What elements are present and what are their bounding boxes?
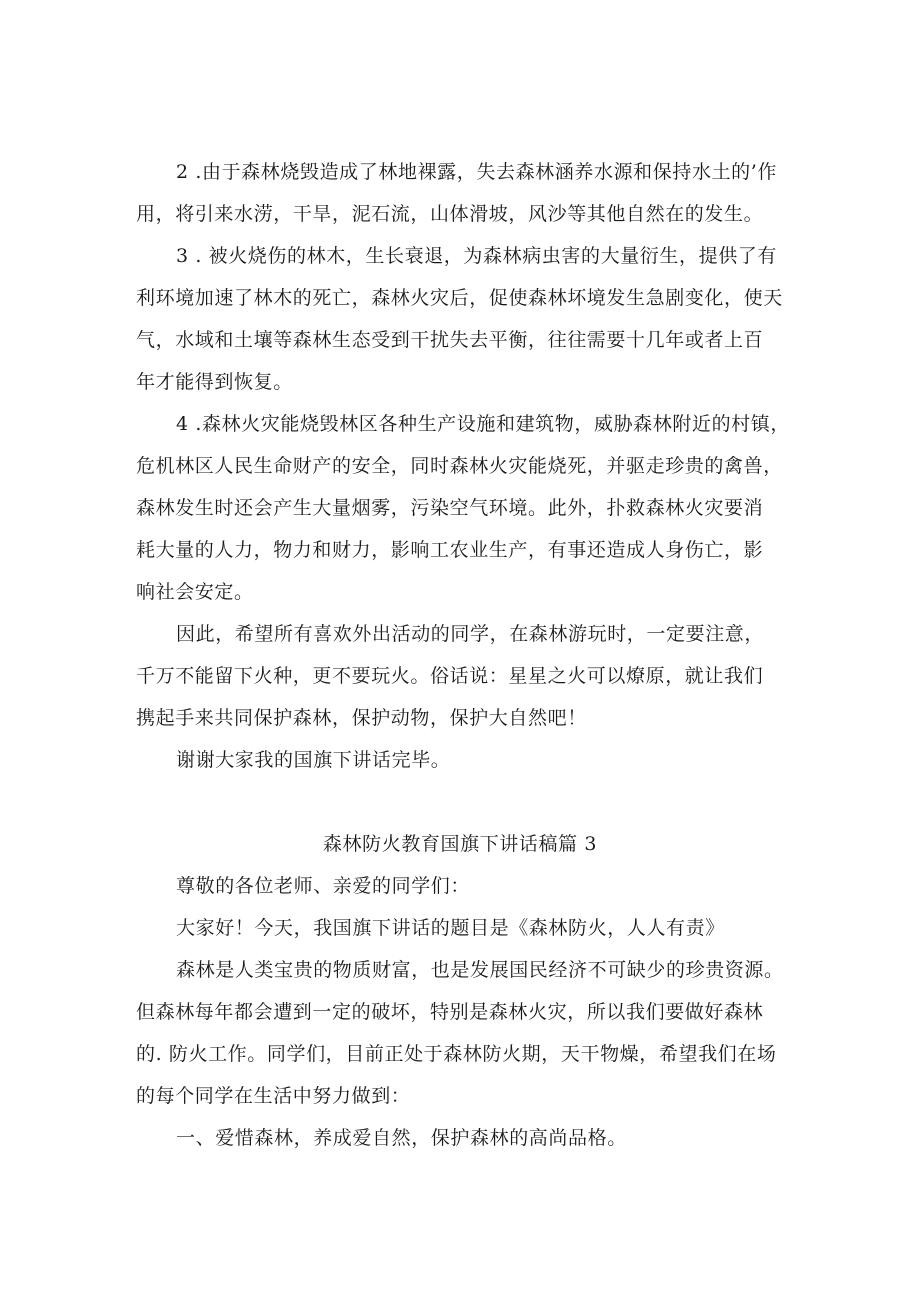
conclusion-line-2: 千万不能留下火种，更不要玩火。俗话说：星星之火可以燎原，就让我们	[136, 665, 764, 687]
conclusion-line-1: 因此，希望所有喜欢外出活动的同学，在森林游玩时，一定要注意，	[176, 623, 765, 645]
paragraph-2-line-1: 2 .由于森林烧毁造成了林地裸露，失去森林涵养水源和保持水土的’作	[176, 161, 778, 183]
intro-line-2: 但森林每年都会遭到一定的破坏，特别是森林火灾，所以我们要做好森林	[136, 1001, 764, 1023]
paragraph-4-line-4: 耗大量的人力，物力和财力，影响工农业生产，有事还造成人身伤亡，影	[136, 539, 764, 561]
conclusion-line-3: 携起手来共同保护森林，保护动物，保护大自然吧！	[136, 707, 587, 729]
salutation: 尊敬的各位老师、亲爱的同学们：	[176, 875, 471, 897]
paragraph-2-line-2: 用，将引来水涝，干旱，泥石流，山体滑坡，风沙等其他自然在的发生。	[136, 203, 764, 225]
paragraph-4-line-5: 响社会安定。	[136, 581, 254, 603]
paragraph-3-line-3: 气，水域和土壤等森林生态受到干扰失去平衡，往往需要十几年或者上百	[136, 329, 764, 351]
section-title: 森林防火教育国旗下讲话稿篇 3	[322, 833, 598, 855]
paragraph-4-line-3: 森林发生时还会产生大量烟雾，污染空气环境。此外，扑救森林火灾要消	[136, 497, 764, 519]
paragraph-3-line-1: 3 . 被火烧伤的林木，生长衰退，为森林病虫害的大量衍生，提供了有	[176, 245, 778, 267]
paragraph-4-line-1: 4 .森林火灾能烧毁林区各种生产设施和建筑物，威胁森林附近的村镇，	[176, 413, 790, 435]
paragraph-3-line-4: 年才能得到恢复。	[136, 371, 293, 393]
greeting: 大家好！今天，我国旗下讲话的题目是《森林防火，人人有责》	[176, 917, 725, 939]
intro-line-4: 的每个同学在生活中努力做到：	[136, 1085, 411, 1107]
paragraph-3-line-2: 利环境加速了林木的死亡，森林火灾后，促使森林坏境发生急剧变化，使天	[136, 287, 783, 309]
point-1: 一、爱惜森林，养成爱自然，保护森林的高尚品格。	[176, 1127, 627, 1149]
paragraph-4-line-2: 危机林区人民生命财产的安全，同时森林火灾能烧死，并驱走珍贵的禽兽，	[136, 455, 783, 477]
intro-line-3: 的. 防火工作。同学们，目前正处于森林防火期，天干物燥，希望我们在场	[136, 1043, 777, 1065]
intro-line-1: 森林是人类宝贵的物质财富，也是发展国民经济不可缺少的珍贵资源。	[176, 959, 784, 981]
closing-line: 谢谢大家我的国旗下讲话完毕。	[176, 749, 451, 771]
